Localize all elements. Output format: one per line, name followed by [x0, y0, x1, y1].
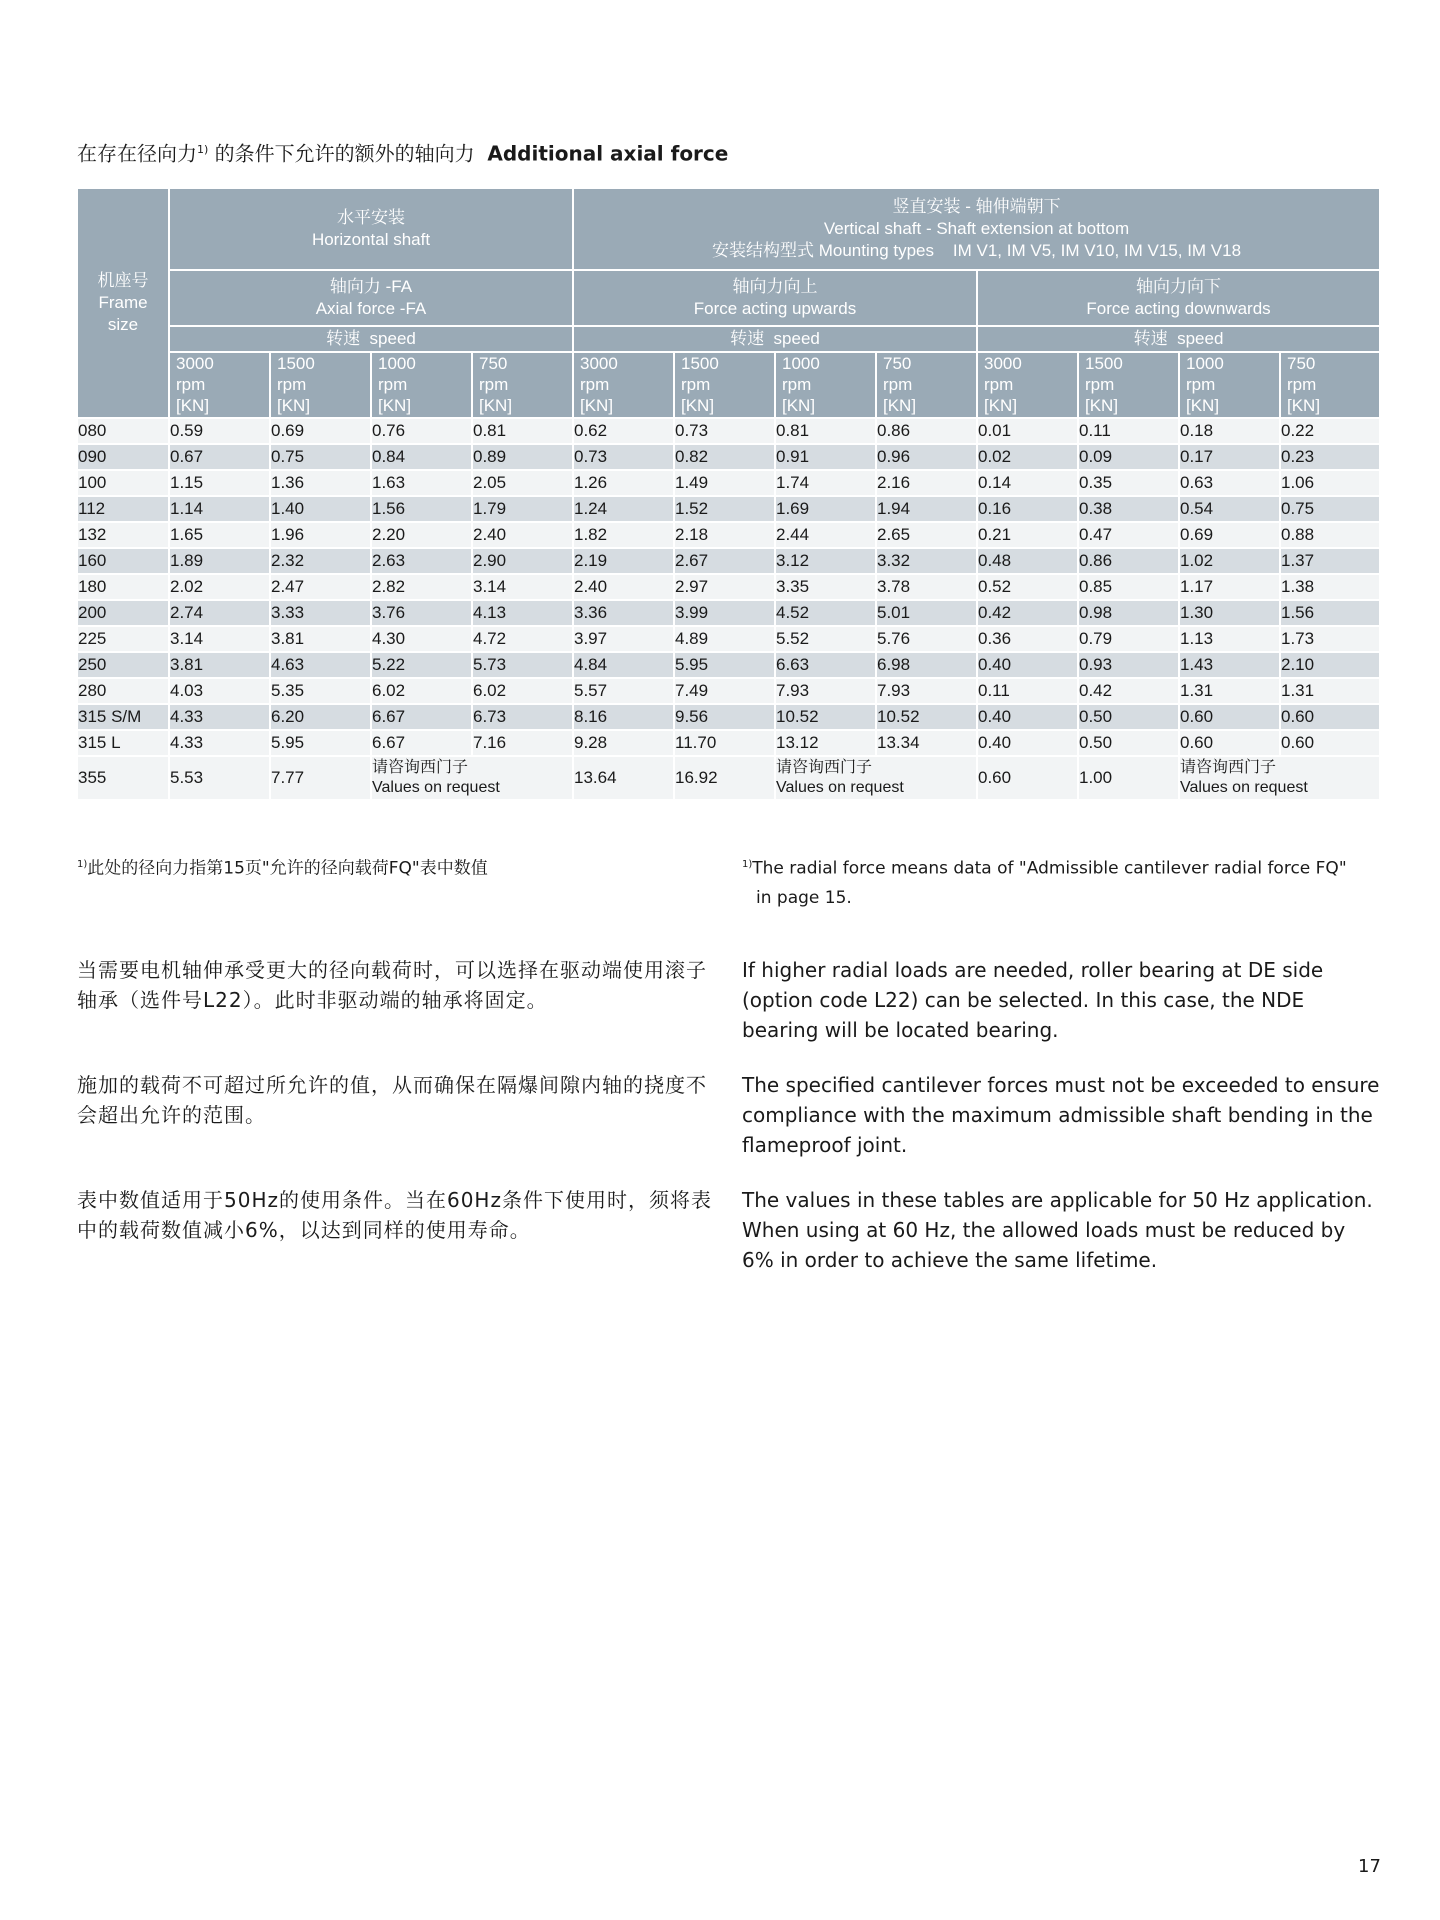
value-cell: 4.84 [573, 652, 674, 678]
value-cell: 1.00 [1078, 756, 1179, 800]
value-cell: 1.36 [270, 470, 371, 496]
axial-force-header: 轴向力 -FA Axial force -FA [169, 270, 573, 326]
value-cell: 3.76 [371, 600, 472, 626]
frame-size-cell: 225 [77, 626, 169, 652]
value-cell: 6.67 [371, 730, 472, 756]
value-cell: 2.18 [674, 522, 775, 548]
value-cell: 2.82 [371, 574, 472, 600]
value-cell: 3.81 [270, 626, 371, 652]
value-cell: 0.81 [472, 418, 573, 444]
value-cell: 5.53 [169, 756, 270, 800]
paragraph-3-cn: 表中数值适用于50Hz的使用条件。当在60Hz条件下使用时，须将表中的载荷数值减小6%，以达到同样的使用寿命。 [77, 1188, 712, 1242]
value-cell: 3.78 [876, 574, 977, 600]
value-cell: 0.11 [1078, 418, 1179, 444]
value-cell: 3.14 [472, 574, 573, 600]
paragraph-3-en: The values in these tables are applicable for 50 Hz application. When using at 60 Hz, the allowed loads must be reduced by 6% in order to achieve the same lifetime. [742, 1188, 1373, 1272]
value-cell: 0.84 [371, 444, 472, 470]
value-cell: 0.42 [1078, 678, 1179, 704]
value-cell: 2.74 [169, 600, 270, 626]
value-cell: 1.31 [1179, 678, 1280, 704]
title-cn: 在存在径向力 [77, 141, 197, 166]
value-cell: 3.99 [674, 600, 775, 626]
frame-size-cell: 100 [77, 470, 169, 496]
frame-size-cell: 355 [77, 756, 169, 800]
value-cell: 0.76 [371, 418, 472, 444]
table-row [77, 470, 1380, 496]
value-cell: 2.47 [270, 574, 371, 600]
value-cell: 9.28 [573, 730, 674, 756]
value-cell: 3.97 [573, 626, 674, 652]
value-cell: 0.59 [169, 418, 270, 444]
table-row [77, 704, 1380, 730]
value-cell: 4.33 [169, 704, 270, 730]
value-cell: 5.76 [876, 626, 977, 652]
title-en: Additional axial force [487, 141, 729, 166]
value-cell: 0.36 [977, 626, 1078, 652]
value-cell: 0.09 [1078, 444, 1179, 470]
value-cell: 0.98 [1078, 600, 1179, 626]
value-cell: 7.77 [270, 756, 371, 800]
value-cell: 1.94 [876, 496, 977, 522]
speed-col-header: 1500 rpm [KN] [270, 352, 371, 418]
value-cell: 1.30 [1179, 600, 1280, 626]
value-cell: 7.93 [775, 678, 876, 704]
frame-size-cell: 200 [77, 600, 169, 626]
value-cell: 5.95 [270, 730, 371, 756]
value-cell: 0.88 [1280, 522, 1380, 548]
value-cell: 1.31 [1280, 678, 1380, 704]
value-cell: 4.52 [775, 600, 876, 626]
value-cell: 0.50 [1078, 730, 1179, 756]
table-row [77, 652, 1380, 678]
value-cell: 4.63 [270, 652, 371, 678]
value-cell: 6.02 [371, 678, 472, 704]
value-cell: 0.18 [1179, 418, 1280, 444]
value-cell: 3.32 [876, 548, 977, 574]
value-cell: 5.73 [472, 652, 573, 678]
speed-col-header: 1000 rpm [KN] [1179, 352, 1280, 418]
value-cell: 0.40 [977, 730, 1078, 756]
value-cell: 1.74 [775, 470, 876, 496]
value-cell: 2.32 [270, 548, 371, 574]
value-cell: 1.49 [674, 470, 775, 496]
value-cell: 1.43 [1179, 652, 1280, 678]
value-cell: 3.12 [775, 548, 876, 574]
value-cell: 3.81 [169, 652, 270, 678]
value-cell: 0.81 [775, 418, 876, 444]
frame-size-header: 机座号 Frame size [77, 188, 169, 418]
value-cell: 0.35 [1078, 470, 1179, 496]
value-cell: 0.16 [977, 496, 1078, 522]
value-cell: 1.56 [371, 496, 472, 522]
frame-size-cell: 080 [77, 418, 169, 444]
value-cell: 3.35 [775, 574, 876, 600]
value-cell: 2.20 [371, 522, 472, 548]
value-cell: 13.12 [775, 730, 876, 756]
value-cell: 2.02 [169, 574, 270, 600]
value-cell: 10.52 [876, 704, 977, 730]
value-cell: 0.21 [977, 522, 1078, 548]
frame-size-cell: 315 L [77, 730, 169, 756]
paragraph-1-en: If higher radial loads are needed, roller bearing at DE side (option code L22) can be selected. In this case, the NDE bearing will be located bearing. [742, 958, 1324, 1042]
values-on-request-cell: 请咨询西门子 Values on request [1179, 756, 1380, 800]
frame-size-cell: 112 [77, 496, 169, 522]
value-cell: 2.44 [775, 522, 876, 548]
value-cell: 5.95 [674, 652, 775, 678]
speed-col-header: 1500 rpm [KN] [1078, 352, 1179, 418]
speed-header: 转速 speed [169, 326, 573, 352]
value-cell: 1.73 [1280, 626, 1380, 652]
speed-col-header: 1500 rpm [KN] [674, 352, 775, 418]
speed-col-header: 1000 rpm [KN] [371, 352, 472, 418]
value-cell: 1.15 [169, 470, 270, 496]
table-row [77, 600, 1380, 626]
value-cell: 0.86 [1078, 548, 1179, 574]
table-row [77, 626, 1380, 652]
footnote-cn: $^{1)}$此处的径向力指第15页"允许的径向载荷FQ"表中数值 [77, 858, 488, 879]
value-cell: 0.23 [1280, 444, 1380, 470]
frame-size-cell: 160 [77, 548, 169, 574]
value-cell: 0.60 [1179, 730, 1280, 756]
speed-col-header: 3000 rpm [KN] [573, 352, 674, 418]
value-cell: 1.24 [573, 496, 674, 522]
paragraph-2-cn: 施加的载荷不可超过所允许的值，从而确保在隔爆间隙内轴的挠度不会超出允许的范围。 [77, 1073, 707, 1127]
value-cell: 1.06 [1280, 470, 1380, 496]
value-cell: 5.35 [270, 678, 371, 704]
value-cell: 0.42 [977, 600, 1078, 626]
values-on-request-cell: 请咨询西门子 Values on request [775, 756, 977, 800]
table-row [77, 496, 1380, 522]
value-cell: 1.96 [270, 522, 371, 548]
value-cell: 0.69 [1179, 522, 1280, 548]
speed-col-header: 750 rpm [KN] [472, 352, 573, 418]
values-on-request-cell: 请咨询西门子 Values on request [371, 756, 573, 800]
table-row [77, 730, 1380, 756]
speed-header: 转速 speed [573, 326, 977, 352]
table-row [77, 548, 1380, 574]
value-cell: 4.30 [371, 626, 472, 652]
value-cell: 1.82 [573, 522, 674, 548]
value-cell: 0.40 [977, 652, 1078, 678]
value-cell: 3.36 [573, 600, 674, 626]
value-cell: 0.86 [876, 418, 977, 444]
speed-col-header: 3000 rpm [KN] [169, 352, 270, 418]
frame-size-cell: 315 S/M [77, 704, 169, 730]
value-cell: 0.75 [270, 444, 371, 470]
table-row [77, 522, 1380, 548]
value-cell: 0.93 [1078, 652, 1179, 678]
value-cell: 0.82 [674, 444, 775, 470]
value-cell: 0.54 [1179, 496, 1280, 522]
speed-header: 转速 speed [977, 326, 1380, 352]
value-cell: 0.01 [977, 418, 1078, 444]
force-downwards-header: 轴向力向下 Force acting downwards [977, 270, 1380, 326]
value-cell: 0.60 [1179, 704, 1280, 730]
value-cell: 0.60 [1280, 704, 1380, 730]
frame-size-cell: 280 [77, 678, 169, 704]
title-cn-rest: 的条件下允许的额外的轴向力 [208, 141, 475, 166]
value-cell: 0.75 [1280, 496, 1380, 522]
table-row [77, 678, 1380, 704]
value-cell: 1.38 [1280, 574, 1380, 600]
value-cell: 4.33 [169, 730, 270, 756]
value-cell: 13.64 [573, 756, 674, 800]
table-row [77, 444, 1380, 470]
value-cell: 5.22 [371, 652, 472, 678]
value-cell: 6.02 [472, 678, 573, 704]
value-cell: 4.89 [674, 626, 775, 652]
speed-col-header: 3000 rpm [KN] [977, 352, 1078, 418]
frame-size-cell: 090 [77, 444, 169, 470]
speed-col-header: 750 rpm [KN] [1280, 352, 1380, 418]
value-cell: 0.91 [775, 444, 876, 470]
value-cell: 5.01 [876, 600, 977, 626]
value-cell: 2.97 [674, 574, 775, 600]
value-cell: 2.16 [876, 470, 977, 496]
force-upwards-header: 轴向力向上 Force acting upwards [573, 270, 977, 326]
value-cell: 0.52 [977, 574, 1078, 600]
value-cell: 0.50 [1078, 704, 1179, 730]
vertical-shaft-header: 竖直安装 - 轴伸端朝下 Vertical shaft - Shaft extension at bottom 安装结构型式 Mounting types IM V1, IM V5, IM V10, IM V15, IM V18 [573, 188, 1380, 270]
value-cell: 2.19 [573, 548, 674, 574]
horizontal-shaft-header: 水平安装 Horizontal shaft [169, 188, 573, 270]
value-cell: 7.93 [876, 678, 977, 704]
value-cell: 2.40 [573, 574, 674, 600]
value-cell: 0.85 [1078, 574, 1179, 600]
value-cell: 2.10 [1280, 652, 1380, 678]
value-cell: 10.52 [775, 704, 876, 730]
value-cell: 2.05 [472, 470, 573, 496]
speed-col-header: 750 rpm [KN] [876, 352, 977, 418]
value-cell: 13.34 [876, 730, 977, 756]
value-cell: 7.49 [674, 678, 775, 704]
value-cell: 1.89 [169, 548, 270, 574]
value-cell: 1.17 [1179, 574, 1280, 600]
value-cell: 5.52 [775, 626, 876, 652]
value-cell: 1.63 [371, 470, 472, 496]
title-footnote-mark: 1) [197, 143, 209, 156]
frame-size-cell: 250 [77, 652, 169, 678]
table-row [77, 418, 1380, 444]
value-cell: 0.67 [169, 444, 270, 470]
footnote-en: $^{1)}$The radial force means data of "Admissible cantilever radial force FQ" in page 15. [742, 858, 1347, 908]
value-cell: 7.16 [472, 730, 573, 756]
value-cell: 0.62 [573, 418, 674, 444]
table-row [77, 574, 1380, 600]
value-cell: 3.14 [169, 626, 270, 652]
value-cell: 2.67 [674, 548, 775, 574]
value-cell: 0.60 [1280, 730, 1380, 756]
value-cell: 1.14 [169, 496, 270, 522]
value-cell: 0.02 [977, 444, 1078, 470]
value-cell: 0.63 [1179, 470, 1280, 496]
value-cell: 0.73 [573, 444, 674, 470]
value-cell: 5.57 [573, 678, 674, 704]
value-cell: 4.72 [472, 626, 573, 652]
speed-col-header: 1000 rpm [KN] [775, 352, 876, 418]
value-cell: 0.11 [977, 678, 1078, 704]
value-cell: 0.22 [1280, 418, 1380, 444]
value-cell: 1.13 [1179, 626, 1280, 652]
value-cell: 1.65 [169, 522, 270, 548]
value-cell: 1.26 [573, 470, 674, 496]
value-cell: 0.69 [270, 418, 371, 444]
value-cell: 4.03 [169, 678, 270, 704]
value-cell: 2.40 [472, 522, 573, 548]
value-cell: 1.40 [270, 496, 371, 522]
value-cell: 16.92 [674, 756, 775, 800]
value-cell: 0.96 [876, 444, 977, 470]
value-cell: 0.73 [674, 418, 775, 444]
value-cell: 4.13 [472, 600, 573, 626]
value-cell: 1.37 [1280, 548, 1380, 574]
value-cell: 3.33 [270, 600, 371, 626]
table-row [77, 756, 1380, 800]
value-cell: 6.67 [371, 704, 472, 730]
value-cell: 0.48 [977, 548, 1078, 574]
value-cell: 1.02 [1179, 548, 1280, 574]
value-cell: 8.16 [573, 704, 674, 730]
value-cell: 9.56 [674, 704, 775, 730]
value-cell: 0.14 [977, 470, 1078, 496]
value-cell: 1.52 [674, 496, 775, 522]
value-cell: 6.73 [472, 704, 573, 730]
frame-size-cell: 180 [77, 574, 169, 600]
value-cell: 1.56 [1280, 600, 1380, 626]
value-cell: 0.47 [1078, 522, 1179, 548]
frame-size-cell: 132 [77, 522, 169, 548]
value-cell: 2.63 [371, 548, 472, 574]
value-cell: 2.90 [472, 548, 573, 574]
paragraph-1-cn: 当需要电机轴伸承受更大的径向载荷时，可以选择在驱动端使用滚子轴承（选件号L22）。此时非驱动端的轴承将固定。 [77, 958, 707, 1012]
value-cell: 6.20 [270, 704, 371, 730]
value-cell: 0.89 [472, 444, 573, 470]
page-number: 17 [1358, 1856, 1381, 1877]
value-cell: 1.69 [775, 496, 876, 522]
value-cell: 0.79 [1078, 626, 1179, 652]
value-cell: 6.63 [775, 652, 876, 678]
paragraph-2-en: The specified cantilever forces must not be exceeded to ensure compliance with the maximum admissible shaft bending in the flameproof joint. [742, 1073, 1380, 1157]
value-cell: 0.38 [1078, 496, 1179, 522]
value-cell: 0.40 [977, 704, 1078, 730]
value-cell: 11.70 [674, 730, 775, 756]
axial-force-table [76, 187, 1381, 801]
value-cell: 0.60 [977, 756, 1078, 800]
value-cell: 6.98 [876, 652, 977, 678]
page-title [77, 136, 728, 168]
value-cell: 0.17 [1179, 444, 1280, 470]
value-cell: 1.79 [472, 496, 573, 522]
value-cell: 2.65 [876, 522, 977, 548]
